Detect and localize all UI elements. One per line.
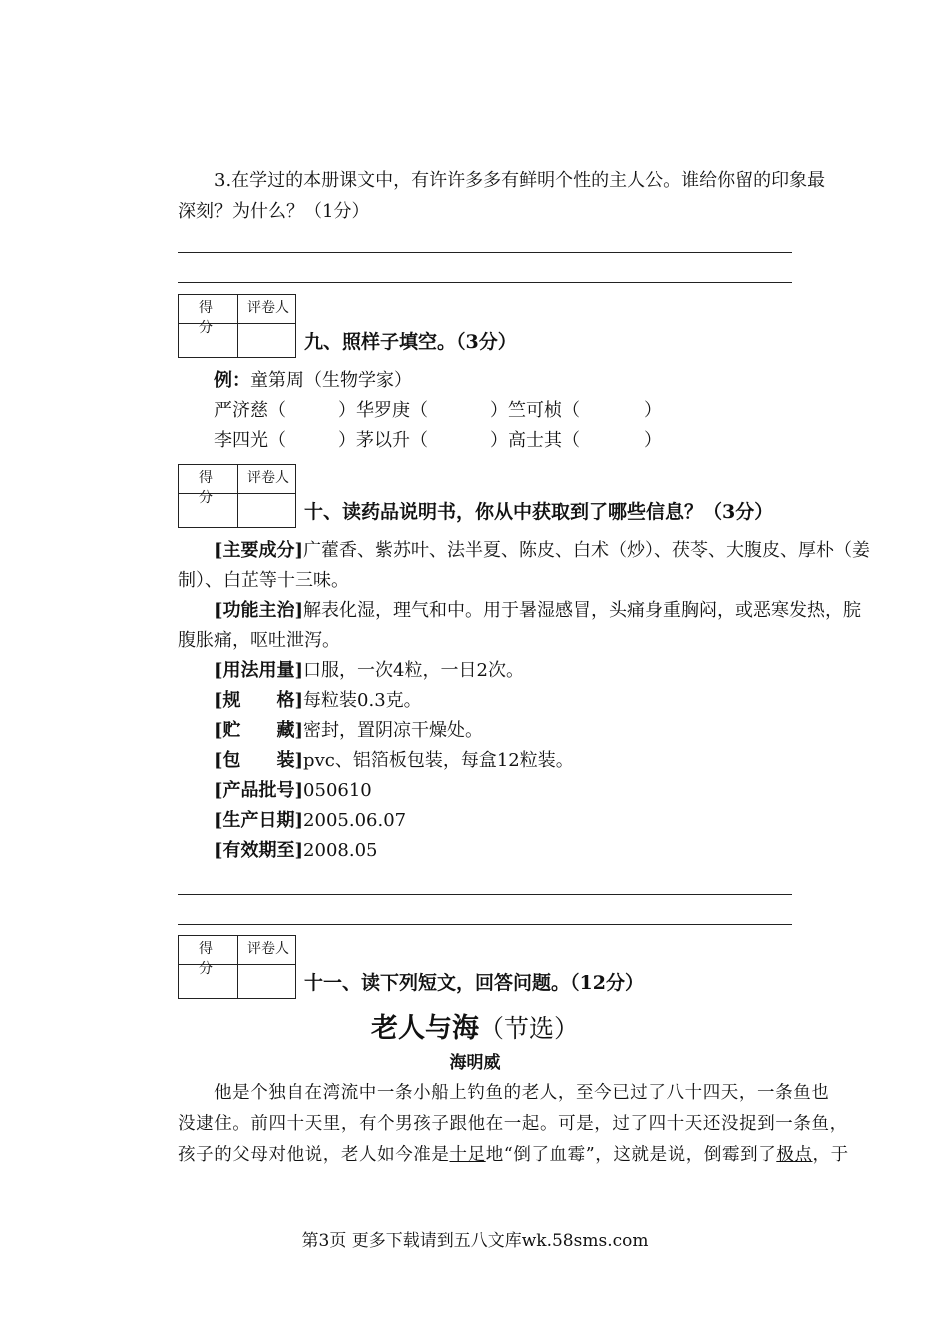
leaflet-text: 密封，置阴凉干燥处。 [303,720,484,741]
q9-row2 [214,426,662,456]
score-box [178,294,296,358]
score-label: 得 分 [199,470,219,506]
leaflet-item [214,716,483,746]
story-title-main: 老人与海 [370,1013,479,1044]
story-line: 他是个独自在湾流中一条小船上钓鱼的老人，至今已过了八十四天，一条鱼也 [214,1083,830,1103]
leaflet-label: [产品批号] [214,780,304,801]
answer-line [178,282,792,283]
underlined-word: 十足 [449,1145,486,1165]
story-author: 海明威 [449,1053,501,1073]
leaflet-text: 制）、白芷等十三味。 [178,570,349,591]
leaflet-text: 腹胀痛，呕吐泄泻。 [178,630,340,651]
answer-line [178,924,792,925]
fill-item: ）茅以升（ [338,430,428,451]
leaflet-text: 每粒装0.3克。 [303,690,422,711]
leaflet-item [214,596,861,626]
q9-example [214,366,412,396]
q9-title: 九、照样子填空。（3分） [304,331,517,353]
score-label: 得 分 [199,300,219,336]
story-title-sub: （节选） [478,1014,579,1043]
leaflet-label: [有效期至] [214,840,304,861]
story-text: ，于 [812,1145,849,1165]
fill-item: ）高士其（ [490,430,580,451]
grader-label: 评卷人 [247,941,289,957]
leaflet-item [214,656,524,686]
page-footer: 第3页 更多下载请到五八文库wk.58sms.com [301,1231,649,1251]
score-box [178,935,296,999]
story-text: 地“倒了血霉”，这就是说，倒霉到了 [485,1145,777,1165]
score-label: 得 分 [199,941,219,977]
example-text: 童第周（生物学家） [250,370,412,391]
leaflet-label: [规 格] [214,690,304,711]
q11-title: 十一、读下列短文，回答问题。（12分） [304,972,644,994]
grader-label: 评卷人 [247,300,289,316]
fill-item: ）华罗庚（ [338,400,428,421]
leaflet-item [214,536,870,566]
answer-line [178,252,792,253]
fill-item: ） [644,430,662,451]
q3-line1: 3.在学过的本册课文中，有许许多多有鲜明个性的主人公。谁给你留的印象最 [214,170,826,191]
fill-item: ） [644,400,662,421]
q10-title: 十、读药品说明书，你从中获取到了哪些信息？（3分） [304,501,774,523]
grader-label: 评卷人 [247,470,289,486]
leaflet-item [214,686,422,716]
story-line: 没逮住。前四十天里，有个男孩子跟他在一起。可是，过了四十天还没捉到一条鱼， [178,1114,848,1134]
answer-line [178,894,792,895]
story-text: 孩子的父母对他说，老人如今准是 [178,1145,450,1165]
leaflet-text: 2008.05 [303,840,378,861]
leaflet-text: 口服，一次4粒，一日2次。 [303,660,524,681]
leaflet-label: [包 装] [214,750,304,771]
q9-row1 [214,396,662,426]
story-line [178,1140,849,1171]
fill-item: 李四光（ [214,430,286,451]
leaflet-text: 050610 [303,780,372,801]
leaflet-text: 广藿香、紫苏叶、法半夏、陈皮、白术（炒）、茯苓、大腹皮、厚朴（姜 [303,540,871,561]
leaflet-label: [生产日期] [214,810,304,831]
fill-item: 严济慈（ [214,400,286,421]
story-title [0,1010,950,1051]
leaflet-item [178,626,340,656]
fill-item: ）竺可桢（ [490,400,580,421]
underlined-word: 极点 [776,1145,813,1165]
leaflet-item [178,566,349,596]
example-label: 例： [214,370,250,391]
leaflet-text: pvc、铝箔板包装，每盒12粒装。 [303,750,574,771]
leaflet-item [214,746,574,776]
leaflet-item [214,806,406,836]
leaflet-text: 解表化湿，理气和中。用于暑湿感冒，头痛身重胸闷，或恶寒发热，脘 [303,600,862,621]
leaflet-label: [贮 藏] [214,720,304,741]
leaflet-label: [用法用量] [214,660,304,681]
leaflet-label: [主要成分] [214,540,304,561]
q3-line2: 深刻？为什么？（1分） [178,201,370,222]
leaflet-text: 2005.06.07 [303,810,407,831]
score-box [178,464,296,528]
leaflet-label: [功能主治] [214,600,304,621]
leaflet-item [214,836,377,866]
leaflet-item [214,776,372,806]
